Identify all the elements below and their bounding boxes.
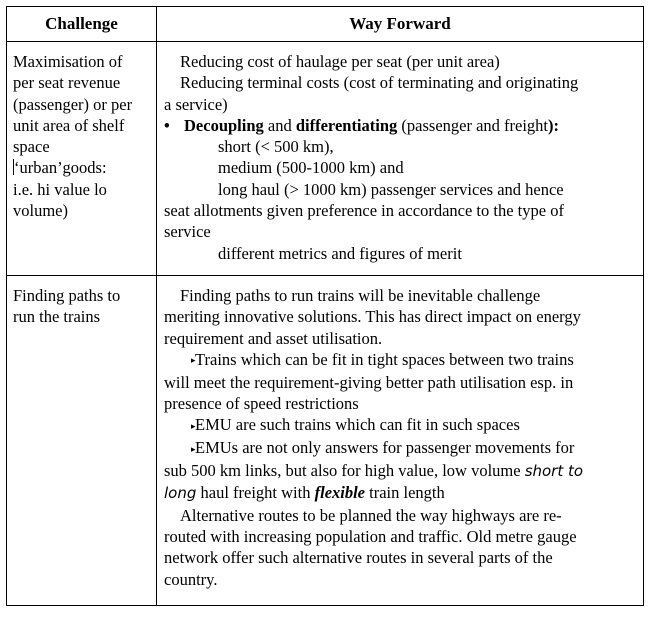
text-span: EMU are such trains which can fit in such spaces <box>195 415 520 435</box>
header-challenge: Challenge <box>7 7 157 42</box>
text-line: long haul (> 1000 km) passenger services and hence <box>218 179 564 199</box>
text-span: Trains which can be fit in tight spaces between two trains <box>195 349 574 369</box>
text-span: sub 500 km links, but also for high value, low volume <box>164 461 521 481</box>
text-line: (passenger) or per <box>13 94 133 114</box>
text-line: Reducing terminal costs (cost of terminating and originating <box>180 73 579 93</box>
header-way-forward: Way Forward <box>157 7 644 42</box>
table-row <box>7 276 644 606</box>
way-forward-cell <box>157 276 644 606</box>
text-line: Maximisation of <box>13 52 123 71</box>
bullet-icon: • <box>164 115 170 135</box>
bullet-line <box>164 115 637 136</box>
text-line: will meet the requirement-giving better path utilisation esp. in <box>164 372 574 392</box>
text-line: i.e. hi value lo <box>13 179 107 199</box>
bold-text: Decoupling <box>184 115 264 135</box>
text-line <box>164 460 637 482</box>
text-line: unit area of shelf <box>13 115 125 135</box>
text-line <box>164 482 637 504</box>
text-span: and <box>267 115 292 135</box>
arrow-icon: ▸ <box>191 355 196 366</box>
bold-text: ): <box>548 115 560 135</box>
text-line: Reducing cost of haulage per seat (per unit area) <box>180 52 500 71</box>
bold-text: differentiating <box>295 115 398 135</box>
text-line: per seat revenue <box>13 73 121 93</box>
table-row <box>7 42 644 276</box>
arrow-icon: ▸ <box>191 443 196 454</box>
text-line: routed with increasing population and traffic. Old metre gauge <box>164 526 577 546</box>
challenge-table <box>6 6 644 606</box>
text-span: ‘urban’goods: <box>14 158 107 178</box>
text-line <box>164 349 637 372</box>
way-forward-cell <box>157 42 644 276</box>
text-line: different metrics and figures of merit <box>218 243 462 263</box>
text-line: Finding paths to <box>13 286 121 305</box>
text-span: haul freight with <box>200 483 311 503</box>
text-line: network offer such alternative routes in several parts of the <box>164 548 553 568</box>
text-line <box>164 414 637 437</box>
text-line: volume) <box>13 201 68 221</box>
text-line: service <box>164 222 211 242</box>
text-span: (passenger and freight <box>401 115 549 135</box>
challenge-cell <box>7 276 157 606</box>
text-line: Alternative routes to be planned the way highways are re- <box>180 505 562 525</box>
bold-italic-text: flexible <box>314 483 366 503</box>
text-line <box>164 437 637 460</box>
text-line: presence of speed restrictions <box>164 394 359 414</box>
text-line: medium (500-1000 km) and <box>218 158 404 178</box>
text-line: country. <box>164 569 218 589</box>
text-line: Finding paths to run trains will be inevitable challenge <box>180 286 541 305</box>
header-row <box>7 7 644 42</box>
text-span: EMUs are not only answers for passenger movements for <box>195 438 575 458</box>
text-line: a service) <box>164 94 228 114</box>
text-line: seat allotments given preference in accordance to the type of <box>164 201 564 221</box>
text-line: space <box>13 137 50 157</box>
text-span: train length <box>369 483 445 503</box>
text-line: short (< 500 km), <box>218 137 334 157</box>
arrow-icon: ▸ <box>191 420 196 431</box>
text-line: meriting innovative solutions. This has direct impact on energy <box>164 307 581 327</box>
text-line: run the trains <box>13 307 101 327</box>
text-line <box>13 157 152 178</box>
challenge-cell <box>7 42 157 276</box>
text-line: requirement and asset utilisation. <box>164 328 383 348</box>
handwritten-text: short to <box>524 462 584 481</box>
handwritten-text: long <box>164 484 197 503</box>
